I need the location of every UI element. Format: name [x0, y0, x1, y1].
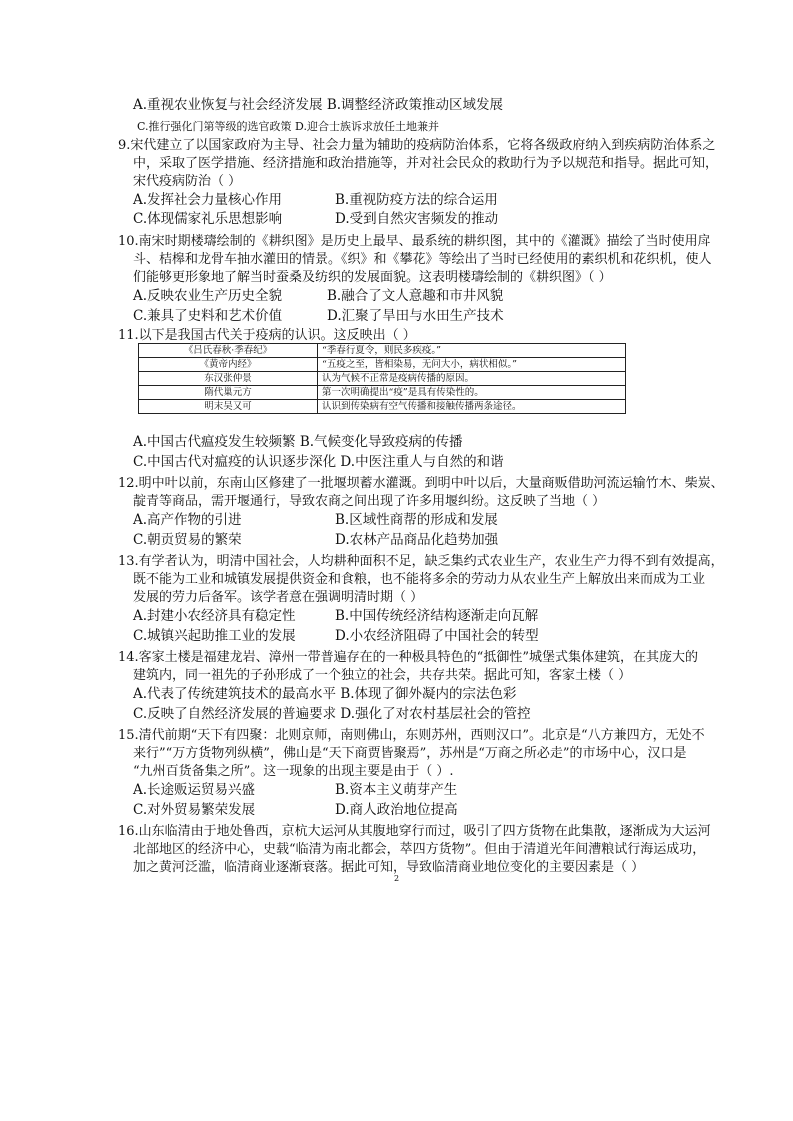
q15-option-b: B.资本主义萌芽产生 — [335, 782, 458, 798]
q11-options-cd: C.中国古代对瘟疫的认识逐步深化 D.中医注重人与自然的和谐 — [133, 454, 504, 470]
q13-option-c: C.城镇兴起助推工业的发展 — [133, 628, 296, 644]
q15-option-c: C.对外贸易繁荣发展 — [133, 802, 256, 818]
table-cell-source: 东汉张仲景 — [139, 372, 318, 386]
q10-stem-line2: 斗、桔槔和龙骨车抽水灌田的情景。《织》和《攀花》等绘出了当时已经使用的素织机和花织机，使人 — [133, 252, 712, 267]
q15-stem-line2: 来行”“万方货物列纵横”，佛山是“天下商贾皆聚焉”，苏州是“万商之所必走”的市场中心，汉口是 — [133, 746, 687, 761]
q16-stem-line1: 16.山东临清由于地处鲁西，京杭大运河从其腹地穿行而过，吸引了四方货物在此集散，逐渐成为大运河 — [118, 824, 711, 839]
table-row — [139, 358, 626, 372]
table-row — [139, 386, 626, 400]
q10-stem-line1: 10.南宋时期楼璹绘制的《耕织图》是历史上最早、最系统的耕织图，其中的《灌溉》描绘了当时使用戽 — [118, 234, 711, 249]
q15-stem-line3: “九州百货备集之所”。这一现象的出现主要是由于（ ）. — [133, 764, 454, 779]
q13-stem-line3: 发展的劳力后备军。该学者意在强调明清时期（ ） — [133, 590, 424, 605]
table-cell-content: 认为气候不正常是疫病传播的原因。 — [318, 372, 626, 386]
q12-option-c: C.朝贡贸易的繁荣 — [133, 532, 242, 548]
page-number: 2 — [394, 874, 400, 883]
q10-option-c: C.兼具了史料和艺术价值 — [133, 308, 283, 324]
table-cell-source: 隋代巢元方 — [139, 386, 318, 400]
q14-options-ab: A.代表了传统建筑技术的最高水平 B.体现了御外凝内的宗法色彩 — [133, 686, 517, 702]
q9-option-b: B.重视防疫方法的综合运用 — [335, 192, 498, 208]
table-cell-content: 认识到传染病有空气传播和接触传播两条途径。 — [318, 400, 626, 414]
q15-option-a: A.长途贩运贸易兴盛 — [133, 782, 256, 798]
q10-stem-line3: 们能够更形象地了解当时蚕桑及纺织的发展面貌。这表明楼璹绘制的《耕织图》（ ） — [133, 270, 612, 285]
q8-options-cd: C.推行强化门第等级的选官政策 D.迎合士族诉求放任土地兼并 — [137, 120, 439, 133]
q9-option-a: A.发挥社会力量核心作用 — [133, 192, 283, 208]
table-cell-content: “五疫之至，皆相染易，无问大小，病状相似。” — [318, 358, 626, 372]
q14-stem-line1: 14.客家土楼是福建龙岩、漳州一带普遍存在的一种极具特色的“抵御性”城堡式集体建筑，在其庞大的 — [118, 650, 698, 665]
q11-options-ab: A.中国古代瘟疫发生较频繁 B.气候变化导致疫病的传播 — [133, 434, 463, 450]
q9-stem-line3: 宋代疫病防治（ ） — [133, 174, 242, 189]
table-cell-content: “季春行夏令，则民多疾疫。” — [318, 344, 626, 358]
table-cell-source: 明末吴又可 — [139, 400, 318, 414]
q13-option-d: D.小农经济阻碍了中国社会的转型 — [335, 628, 539, 644]
q12-stem-line1: 12.明中叶以前，东南山区修建了一批堰坝蓄水灌溉。到明中叶以后，大量商贩借助河流运输竹木、柴炭、 — [118, 476, 724, 491]
q10-option-a: A.反映农业生产历史全貌 — [133, 288, 283, 304]
table-cell-content: 第一次明确提出“疫”是具有传染性的。 — [318, 386, 626, 400]
q16-stem-line2: 北部地区的经济中心，史载“临清为南北都会，萃四方货物”。但由于清道光年间漕粮试行海运成功， — [133, 842, 706, 857]
table-row — [139, 400, 626, 414]
q14-options-cd: C.反映了自然经济发展的普遍要求 D.强化了对农村基层社会的管控 — [133, 706, 531, 722]
q12-stem-line2: 靛青等商品，需开堰通行，导致农商之间出现了许多用堰纠纷。这反映了当地（ ） — [133, 494, 606, 509]
q11-stem: 11.以下是我国古代关于疫病的认识。这反映出（ ） — [118, 328, 416, 343]
table-row — [139, 372, 626, 386]
q8-options-ab: A.重视农业恢复与社会经济发展 B.调整经济政策推动区域发展 — [133, 97, 504, 113]
q9-stem-line1: 9.宋代建立了以国家政府为主导、社会力量为辅助的疫病防治体系，它将各级政府纳入到疾病防治体系之 — [118, 138, 716, 153]
q10-option-d: D.汇聚了旱田与水田生产技术 — [327, 308, 504, 324]
q12-option-a: A.高产作物的引进 — [133, 512, 242, 528]
q13-stem-line2: 既不能为工业和城镇发展提供资金和食粮，也不能将多余的劳动力从农业生产上解放出来而成为工业 — [133, 572, 706, 587]
table-row — [139, 344, 626, 358]
q13-option-a: A.封建小农经济具有稳定性 — [133, 608, 296, 624]
epidemic-knowledge-table — [138, 343, 626, 414]
q15-option-d: D.商人政治地位提高 — [335, 802, 458, 818]
q12-option-b: B.区域性商帮的形成和发展 — [335, 512, 498, 528]
q9-option-d: D.受到自然灾害频发的推动 — [335, 211, 499, 227]
q9-stem-line2: 中，采取了医学措施、经济措施和政治措施等，并对社会民众的救助行为予以规范和指导。据此可知， — [133, 156, 719, 171]
table-cell-source: 《黄帝内经》 — [139, 358, 318, 372]
q16-stem-line3: 加之黄河泛滥，临清商业逐渐衰落。据此可知，导致临清商业地位变化的主要因素是（ ） — [133, 860, 645, 875]
table-cell-source: 《吕氏春秋·季春纪》 — [139, 344, 318, 358]
q9-option-c: C.体现儒家礼乐思想影响 — [133, 211, 283, 227]
q14-stem-line2: 建筑内，同一祖先的子孙形成了一个独立的社会，共存共荣。据此可知，客家土楼（ ） — [133, 668, 632, 683]
q12-option-d: D.农林产品商品化趋势加强 — [335, 532, 499, 548]
q15-stem-line1: 15.清代前期“天下有四聚：北则京师，南则佛山，东则苏州，西则汉口”。北京是“八方兼四方，无处不 — [118, 728, 705, 743]
q10-option-b: B.融合了文人意趣和市井风貌 — [327, 288, 504, 304]
q13-stem-line1: 13.有学者认为，明清中国社会，人均耕种面积不足，缺乏集约式农业生产，农业生产力得不到有效提高， — [118, 554, 724, 569]
q13-option-b: B.中国传统经济结构逐渐走向瓦解 — [335, 608, 539, 624]
